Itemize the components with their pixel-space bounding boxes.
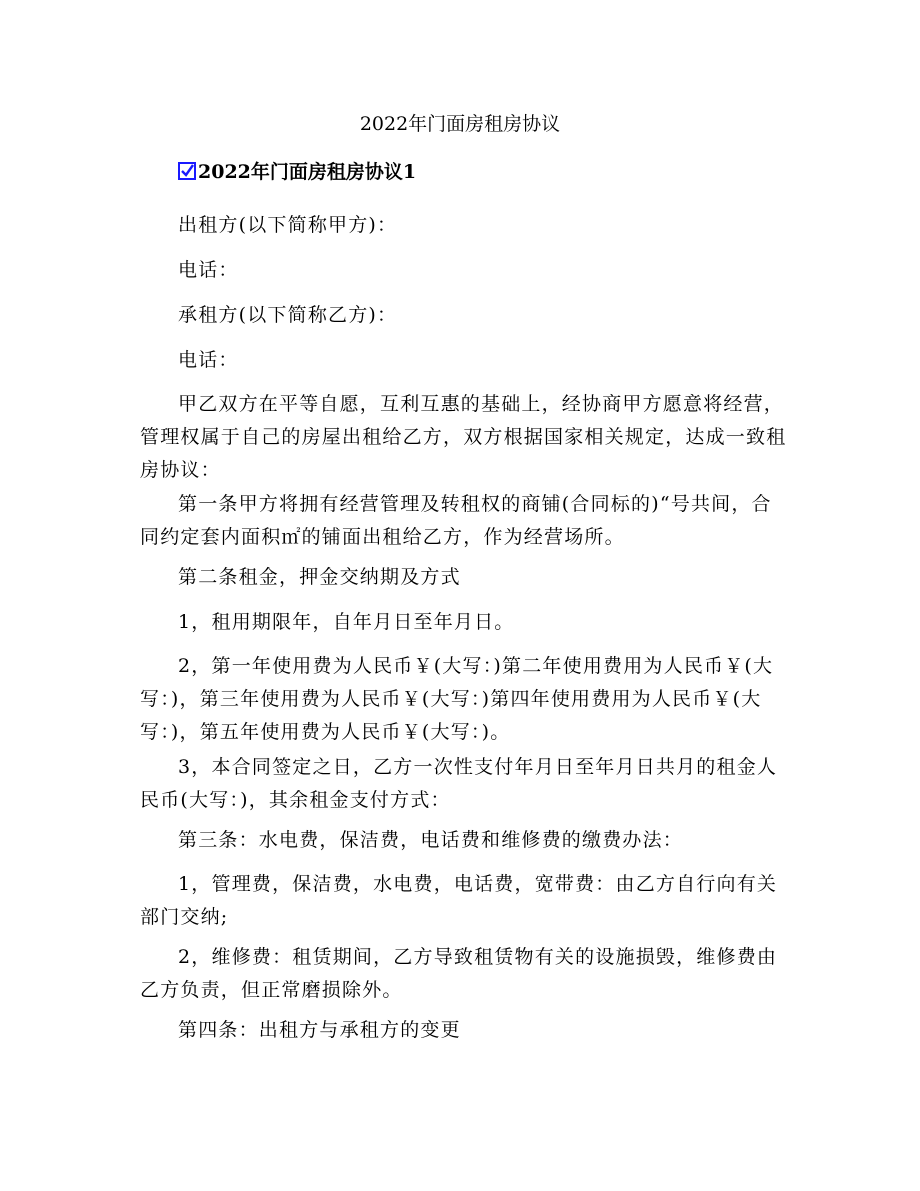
paragraph-article-1: 第一条甲方将拥有经营管理及转租权的商铺(合同标的)“号共间，合同约定套内面积㎡的铺面出租给乙方，作为经营场所。 <box>140 493 772 548</box>
paragraph-article-3-item-1: 1，管理费，保洁费，水电费，电话费，宽带费：由乙方自行向有关部门交纳; <box>140 873 778 928</box>
paragraph-article-2-title: 第二条租金，押金交纳期及方式 <box>178 566 461 588</box>
paragraph-lessor-phone: 电话： <box>178 259 239 281</box>
paragraph-preamble: 甲乙双方在平等自愿，互利互惠的基础上，经协商甲方愿意将经营，管理权属于自己的房屋出租给乙方，双方根据国家相关规定，达成一致租房协议： <box>140 393 787 481</box>
paragraph-article-4-title: 第四条：出租方与承租方的变更 <box>178 1019 461 1041</box>
paragraph-article-2-item-1: 1，租用期限年，自年月日至年月日。 <box>178 611 515 633</box>
paragraph-article-3-title: 第三条：水电费，保洁费，电话费和维修费的缴费办法： <box>178 829 684 851</box>
checked-box-icon <box>178 162 196 180</box>
paragraph-lessee: 承租方(以下简称乙方)： <box>178 304 398 326</box>
paragraph-lessee-phone: 电话： <box>178 349 239 371</box>
paragraph-article-2-item-3: 3，本合同签定之日，乙方一次性支付年月日至年月日共月的租金人民币(大写：)，其余租金支付方式： <box>140 756 778 811</box>
document-title: 2022年门面房租房协议 <box>359 113 561 135</box>
section-heading-text: 2022年门面房租房协议1 <box>198 161 417 183</box>
paragraph-article-2-item-2: 2，第一年使用费为人民币￥(大写：)第二年使用费用为人民币￥(大写：)，第三年使用费为人民币￥(大写：)第四年使用费用为人民币￥(大写：)，第五年使用费为人民币￥(大写：)。 <box>140 655 774 743</box>
paragraph-lessor: 出租方(以下简称甲方)： <box>178 214 398 236</box>
paragraph-article-3-item-2: 2，维修费：租赁期间，乙方导致租赁物有关的设施损毁，维修费由乙方负责，但正常磨损除外。 <box>140 946 778 1001</box>
section-heading <box>178 158 416 186</box>
